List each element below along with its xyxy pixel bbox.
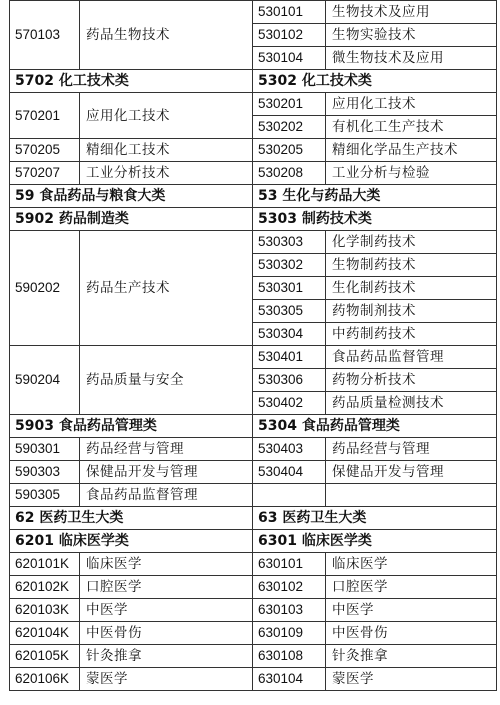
right-category: 53 生化与药品大类 [253,185,497,208]
left-name: 应用化工技术 [80,93,253,139]
right-name: 针灸推拿 [326,645,497,668]
left-code: 620104K [10,622,80,645]
right-name: 有机化工生产技术 [326,116,497,139]
right-name: 药物分析技术 [326,369,497,392]
left-name: 药品生产技术 [80,231,253,346]
category-row [10,415,497,438]
right-category: 5303 制药技术类 [253,208,497,231]
right-code: 530101 [253,1,326,24]
right-name: 蒙医学 [326,668,497,691]
right-code: 630101 [253,553,326,576]
table-row [10,622,497,645]
right-name: 保健品开发与管理 [326,461,497,484]
right-name: 应用化工技术 [326,93,497,116]
right-code: 530304 [253,323,326,346]
right-name: 食品药品监督管理 [326,346,497,369]
right-name: 工业分析与检验 [326,162,497,185]
right-code: 530201 [253,93,326,116]
right-code: 530102 [253,24,326,47]
right-code: 530305 [253,300,326,323]
table-row [10,461,497,484]
left-name: 针灸推拿 [80,645,253,668]
right-name: 中医学 [326,599,497,622]
right-category: 5304 食品药品管理类 [253,415,497,438]
left-name: 蒙医学 [80,668,253,691]
left-name: 食品药品监督管理 [80,484,253,507]
table-row [10,231,497,254]
left-code: 620101K [10,553,80,576]
right-code: 530403 [253,438,326,461]
left-code: 570207 [10,162,80,185]
right-name: 化学制药技术 [326,231,497,254]
left-code: 620105K [10,645,80,668]
left-code: 590305 [10,484,80,507]
right-name: 生物技术及应用 [326,1,497,24]
right-code: 530306 [253,369,326,392]
left-code: 570103 [10,1,80,70]
right-code: 530402 [253,392,326,415]
right-code: 630108 [253,645,326,668]
right-code: 630104 [253,668,326,691]
left-category: 6201 临床医学类 [10,530,253,553]
right-category: 6301 临床医学类 [253,530,497,553]
table-row [10,1,497,24]
left-name: 药品生物技术 [80,1,253,70]
category-row [10,70,497,93]
empty-cell [326,484,497,507]
left-name: 工业分析技术 [80,162,253,185]
left-code: 570205 [10,139,80,162]
table-row [10,668,497,691]
left-code: 620103K [10,599,80,622]
left-category: 59 食品药品与粮食大类 [10,185,253,208]
right-code: 530202 [253,116,326,139]
left-name: 药品经营与管理 [80,438,253,461]
right-code: 530404 [253,461,326,484]
left-code: 590301 [10,438,80,461]
right-code: 630102 [253,576,326,599]
left-name: 口腔医学 [80,576,253,599]
right-name: 口腔医学 [326,576,497,599]
table-row [10,484,497,507]
right-name: 生物实验技术 [326,24,497,47]
right-code: 530208 [253,162,326,185]
left-code: 620106K [10,668,80,691]
left-code: 590204 [10,346,80,415]
table-row [10,93,497,116]
right-name: 药品经营与管理 [326,438,497,461]
right-code: 530302 [253,254,326,277]
right-code: 530401 [253,346,326,369]
major-mapping-table [9,0,497,691]
table-row [10,645,497,668]
right-name: 生物制药技术 [326,254,497,277]
right-name: 药品质量检测技术 [326,392,497,415]
right-code: 530205 [253,139,326,162]
right-code: 630103 [253,599,326,622]
left-code: 590303 [10,461,80,484]
category-row [10,507,497,530]
left-name: 保健品开发与管理 [80,461,253,484]
right-code: 530104 [253,47,326,70]
right-code: 530301 [253,277,326,300]
left-name: 临床医学 [80,553,253,576]
table-row [10,162,497,185]
right-code: 530303 [253,231,326,254]
left-code: 620102K [10,576,80,599]
category-row [10,530,497,553]
left-code: 590202 [10,231,80,346]
left-name: 药品质量与安全 [80,346,253,415]
right-name: 临床医学 [326,553,497,576]
empty-cell [253,484,326,507]
left-category: 5903 食品药品管理类 [10,415,253,438]
category-row [10,208,497,231]
table-row [10,599,497,622]
table-row [10,139,497,162]
right-name: 微生物技术及应用 [326,47,497,70]
table-row [10,346,497,369]
table-row [10,576,497,599]
right-code: 630109 [253,622,326,645]
right-name: 精细化学品生产技术 [326,139,497,162]
table-row [10,553,497,576]
left-name: 精细化工技术 [80,139,253,162]
left-category: 62 医药卫生大类 [10,507,253,530]
category-row [10,185,497,208]
left-name: 中医骨伤 [80,622,253,645]
right-name: 中医骨伤 [326,622,497,645]
right-name: 药物制剂技术 [326,300,497,323]
left-name: 中医学 [80,599,253,622]
left-category: 5902 药品制造类 [10,208,253,231]
left-code: 570201 [10,93,80,139]
right-category: 63 医药卫生大类 [253,507,497,530]
right-category: 5302 化工技术类 [253,70,497,93]
left-category: 5702 化工技术类 [10,70,253,93]
table-row [10,438,497,461]
right-name: 中药制药技术 [326,323,497,346]
right-name: 生化制药技术 [326,277,497,300]
